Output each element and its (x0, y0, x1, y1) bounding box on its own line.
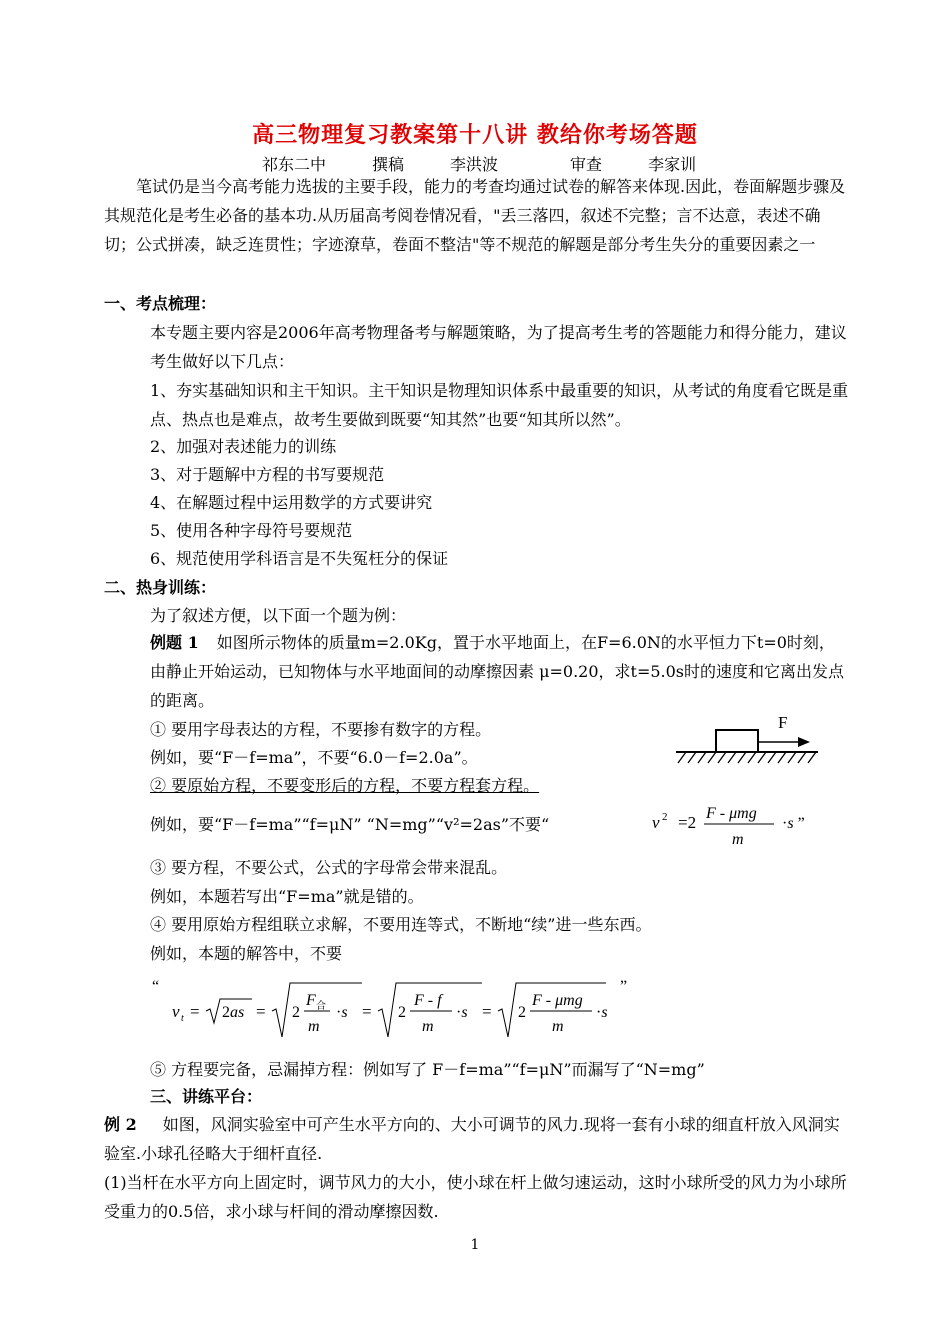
svg-text:m: m (308, 1018, 320, 1035)
svg-text:F - μmg: F - μmg (532, 992, 583, 1009)
section1-item-6: 6、规范使用学科语言是不失冤枉分的保证 (150, 549, 449, 568)
example1-paragraph (150, 628, 850, 715)
writer-name: 李洪波 (450, 155, 499, 174)
svg-text:=: = (482, 1002, 492, 1021)
rule-2-example-text: 例如，要“F－f=ma”“f=μN” “N=mg”“v²=2as”不要“ (150, 815, 550, 834)
rule-4: ④ 要用原始方程组联立求解，不要用连等式，不断地“续”进一些东西。 (150, 915, 652, 934)
force-label: F (778, 713, 788, 732)
example2-label: 例 2 (104, 1115, 137, 1134)
svg-text:合: 合 (316, 1001, 326, 1012)
section1-item-3: 3、对于题解中方程的书写要规范 (150, 465, 385, 484)
rule-2: ② 要原始方程，不要变形后的方程，不要方程套方程。 (150, 776, 540, 795)
rule-3: ③ 要方程，不要公式，公式的字母常会带来混乱。 (150, 858, 508, 877)
section1-heading: 一、考点梳理： (104, 294, 217, 313)
svg-text:m: m (732, 831, 744, 848)
school-name: 祁东二中 (262, 155, 327, 174)
formula-v-squared (650, 798, 840, 850)
section1-item-4: 4、在解题过程中运用数学的方式要讲究 (150, 493, 433, 512)
svg-text:=: = (362, 1002, 372, 1021)
svg-text:2: 2 (398, 1004, 406, 1021)
formula-chained-equation (150, 975, 650, 1045)
section1-intro: 本专题主要内容是2006年高考物理备考与解题策略，为了提高考生考的答题能力和得分能力，建议考生做好以下几点： (150, 323, 847, 371)
svg-text:v: v (172, 1002, 180, 1021)
svg-text:2as: 2as (222, 1004, 245, 1021)
ground-hatching (678, 752, 816, 763)
block-shape (716, 730, 758, 752)
svg-text:·s: ·s (596, 1004, 608, 1021)
svg-text:F: F (306, 992, 316, 1009)
force-arrow-head (798, 737, 810, 747)
example1-label: 例题 1 (150, 633, 199, 652)
page-number: 1 (470, 1237, 480, 1253)
svg-text:m: m (552, 1018, 564, 1035)
intro-paragraph: 笔试仍是当今高考能力选拔的主要手段，能力的考查均通过试卷的解答来体现.因此，卷面解题步骤及其规范化是考生必备的基本功.从历届高考阅卷情况看，"丢三落四，叙述不完整；言不达意，表述不确切；公式拼凑，缺乏连贯性；字迹潦草，卷面不整洁"等不规范的解题是部分考生失分的重要因素之一 (104, 177, 846, 254)
svg-text:v: v (652, 813, 660, 832)
rule-4-example: 例如，本题的解答中，不要 (150, 944, 343, 963)
svg-text:“: “ (152, 978, 160, 995)
writer-label: 撰稿 (372, 155, 405, 174)
rule-1-example: 例如，要“F－f=ma”，不要“6.0－f=2.0a”。 (150, 748, 478, 767)
svg-text:·s: ·s (456, 1004, 468, 1021)
page-title: 高三物理复习教案第十八讲 教给你考场答题 (252, 122, 698, 148)
svg-text:·s ”: ·s ” (782, 815, 805, 832)
example1-text: 如图所示物体的质量m=2.0Kg，置于水平地面上，在F=6.0N的水平恒力下t=0时刻，由静止开始运动，已知物体与水平地面间的动摩擦因素 μ=0.20，求t=5.0s时的速度和它离出发点的距离。 (150, 633, 845, 710)
svg-text:2: 2 (292, 1004, 300, 1021)
reviewer-name: 李家训 (648, 155, 697, 174)
svg-text:=: = (190, 1002, 200, 1021)
rule-5: ⑤ 方程要完备，忌漏掉方程：例如写了 F－f=ma”“f=μN”而漏写了“N=mg” (150, 1060, 705, 1079)
svg-text:=2: =2 (678, 813, 697, 832)
example2-paragraph (104, 1110, 852, 1168)
rule-2-example (150, 812, 549, 835)
rule-3-example: 例如，本题若写出“F=ma”就是错的。 (150, 887, 424, 906)
svg-text:·s: ·s (336, 1004, 348, 1021)
svg-text:2: 2 (662, 811, 668, 823)
svg-text:”: ” (620, 978, 628, 995)
svg-text:F - f: F - f (414, 992, 442, 1009)
svg-text:m: m (422, 1018, 434, 1035)
rule-1: ① 要用字母表达的方程，不要掺有数字的方程。 (150, 720, 492, 739)
example2-text: 如图，风洞实验室中可产生水平方向的、大小可调节的风力.现将一套有小球的细直杆放入风洞实验室.小球孔径略大于细杆直径. (104, 1115, 840, 1163)
svg-text:=: = (256, 1002, 266, 1021)
section1-item-5: 5、使用各种字母符号要规范 (150, 521, 353, 540)
block-force-figure (672, 708, 822, 770)
section1-item-2: 2、加强对表述能力的训练 (150, 437, 337, 456)
section3-heading: 三、讲练平台： (150, 1087, 263, 1106)
svg-text:2: 2 (518, 1004, 526, 1021)
svg-text:F - μmg: F - μmg (706, 805, 757, 822)
section2-lead: 为了叙述方便，以下面一个题为例： (150, 606, 407, 625)
section1-item-1: 1、夯实基础知识和主干知识。主干知识是物理知识体系中最重要的知识，从考试的角度看它既是重点、热点也是难点，故考生要做到既要“知其然”也要“知其所以然”。 (150, 381, 849, 429)
example2-part1: (1)当杆在水平方向上固定时，调节风力的大小，使小球在杆上做匀速运动，这时小球所受的风力为小球所受重力的0.5倍，求小球与杆间的滑动摩擦因数. (104, 1173, 847, 1221)
section2-heading: 二、热身训练： (104, 578, 217, 597)
svg-text:t: t (181, 1013, 184, 1024)
reviewer-label: 审查 (570, 155, 603, 174)
